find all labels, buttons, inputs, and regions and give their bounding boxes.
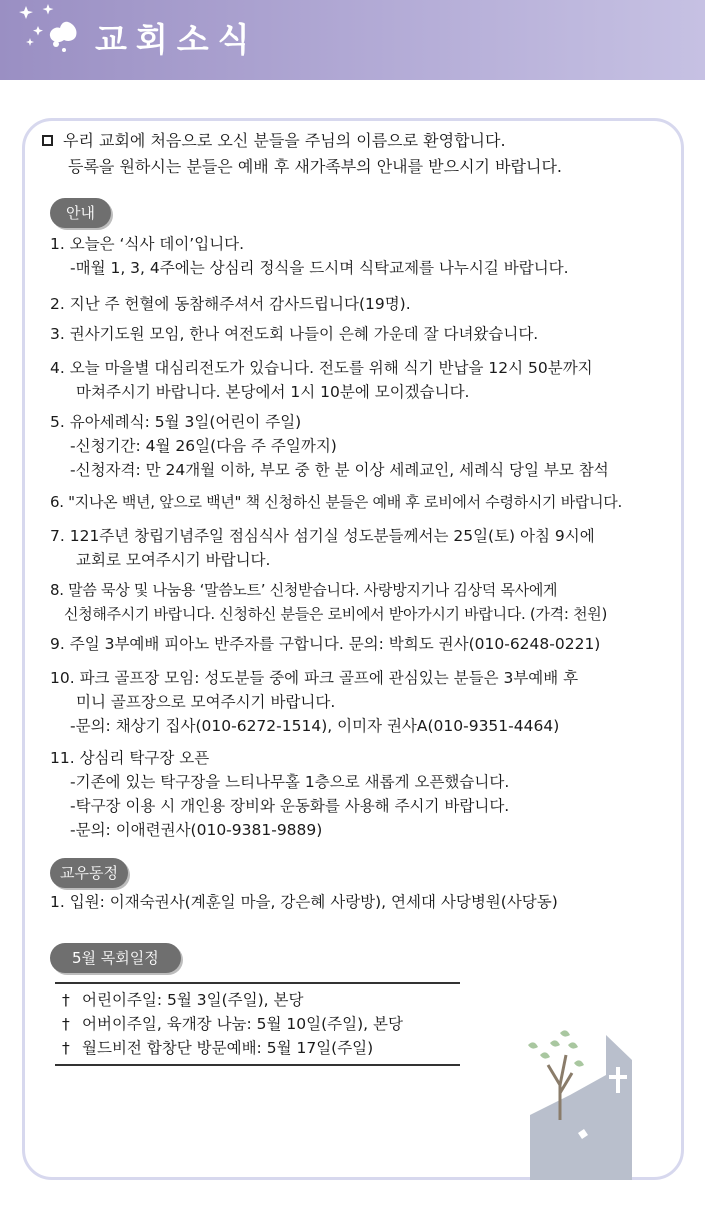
schedule-item-text: 어린이주일: 5월 3일(주일), 본당: [82, 991, 304, 1009]
notice-3-main: 3. 권사기도원 모임, 한나 여전도회 나들이 은혜 가운데 잘 다녀왔습니다.: [50, 325, 539, 343]
schedule-bottom-rule: [55, 1064, 460, 1066]
notice-8-main: 8. 말씀 묵상 및 나눔용 ‘말씀노트’ 신청받습니다. 사랑방지기나 김상덕 목사에게: [50, 581, 558, 599]
notice-5-sub-1: -신청기간: 4월 26일(다음 주 주일까지): [70, 437, 337, 455]
notice-item-1: [50, 232, 680, 280]
notice-8-cont: 신청해주시기 바랍니다. 신청하신 분들은 로비에서 받아가시기 바랍니다. (가격: 천원): [64, 605, 608, 623]
notice-7-cont: 교회로 모여주시기 바랍니다.: [76, 551, 271, 569]
notice-11-sub-2: -탁구장 이용 시 개인용 장비와 운동화를 사용해 주시기 바랍니다.: [70, 797, 510, 815]
notice-11-sub-1: -기존에 있는 탁구장을 느티나무홀 1층으로 새롭게 오픈했습니다.: [70, 773, 510, 791]
schedule-top-rule: [55, 982, 460, 984]
notice-item-4: [50, 356, 680, 404]
schedule-item-text: 어버이주일, 육개장 나눔: 5월 10일(주일), 본당: [82, 1015, 403, 1033]
notice-item-11: [50, 746, 680, 842]
notice-10-sub: -문의: 채상기 집사(010-6272-1514), 이미자 권사A(010-9351-4464): [70, 717, 560, 735]
notice-item-6: [50, 490, 680, 514]
welcome-line-1: 우리 교회에 처음으로 오신 분들을 주님의 이름으로 환영합니다.: [63, 131, 506, 150]
notice-4-cont: 마쳐주시기 바랍니다. 본당에서 1시 10분에 모이겠습니다.: [76, 383, 470, 401]
sparkle-icon: [8, 2, 98, 72]
header-banner: [0, 0, 705, 80]
schedule-item-text: 월드비전 합창단 방문예배: 5월 17일(주일): [82, 1039, 374, 1057]
section-label-members: 교우동정: [50, 858, 128, 888]
dagger-icon: †: [62, 1015, 70, 1033]
notice-item-2: [50, 292, 680, 316]
notice-item-10: [50, 666, 680, 738]
welcome-message: [42, 128, 682, 180]
notice-6-main: 6. "지나온 백년, 앞으로 백년" 책 신청하신 분들은 예배 후 로비에서 수령하시기 바랍니다.: [50, 493, 622, 511]
notice-10-main: 10. 파크 골프장 모임: 성도분들 중에 파크 골프에 관심있는 분들은 3부예배 후: [50, 669, 579, 687]
notice-10-cont: 미니 골프장으로 모여주시기 바랍니다.: [76, 693, 336, 711]
checkbox-icon: [42, 135, 53, 146]
notice-11-sub-3: -문의: 이애련권사(010-9381-9889): [70, 821, 323, 839]
notice-item-3: [50, 322, 680, 346]
banner-divider: [0, 80, 705, 85]
notice-5-sub-2: -신청자격: 만 24개월 이하, 부모 중 한 분 이상 세례교인, 세례식 당일 부모 참석: [70, 461, 609, 479]
church-illustration: [520, 1015, 650, 1180]
dagger-icon: †: [62, 991, 70, 1009]
notice-1-main: 1. 오늘은 ‘식사 데이’입니다.: [50, 235, 245, 253]
notice-5-main: 5. 유아세례식: 5월 3일(어린이 주일): [50, 413, 302, 431]
notice-2-main: 2. 지난 주 헌혈에 동참해주셔서 감사드립니다(19명).: [50, 295, 411, 313]
welcome-line-2: 등록을 원하시는 분들은 예배 후 새가족부의 안내를 받으시기 바랍니다.: [68, 157, 562, 176]
dagger-icon: †: [62, 1039, 70, 1057]
member-news-item: 1. 입원: 이재숙권사(계훈일 마을, 강은혜 사랑방), 연세대 사당병원(사당동): [50, 893, 558, 911]
notice-4-main: 4. 오늘 마을별 대심리전도가 있습니다. 전도를 위해 식기 반납을 12시 50분까지: [50, 359, 593, 377]
notice-11-main: 11. 상심리 탁구장 오픈: [50, 749, 210, 767]
page-title: 교회소식: [95, 20, 259, 59]
schedule-item: [62, 1036, 403, 1060]
notice-9-main: 9. 주일 3부예배 피아노 반주자를 구합니다. 문의: 박희도 권사(010-6248-0221): [50, 635, 601, 653]
section-label-schedule: 5월 목회일정: [50, 943, 181, 973]
notice-7-main: 7. 121주년 창립기념주일 점심식사 섬기실 성도분들께서는 25일(토) 아침 9시에: [50, 527, 595, 545]
notice-1-sub: -매월 1, 3, 4주에는 상심리 정식을 드시며 식탁교제를 나누시길 바랍니다.: [70, 259, 569, 277]
schedule-item: [62, 1012, 403, 1036]
notice-item-7: [50, 524, 680, 572]
notice-item-5: [50, 410, 680, 482]
notice-item-9: [50, 632, 680, 656]
notice-item-8: [50, 578, 680, 626]
section-label-notice: 안내: [50, 198, 111, 228]
schedule-item: [62, 988, 403, 1012]
schedule-list: [62, 988, 403, 1060]
